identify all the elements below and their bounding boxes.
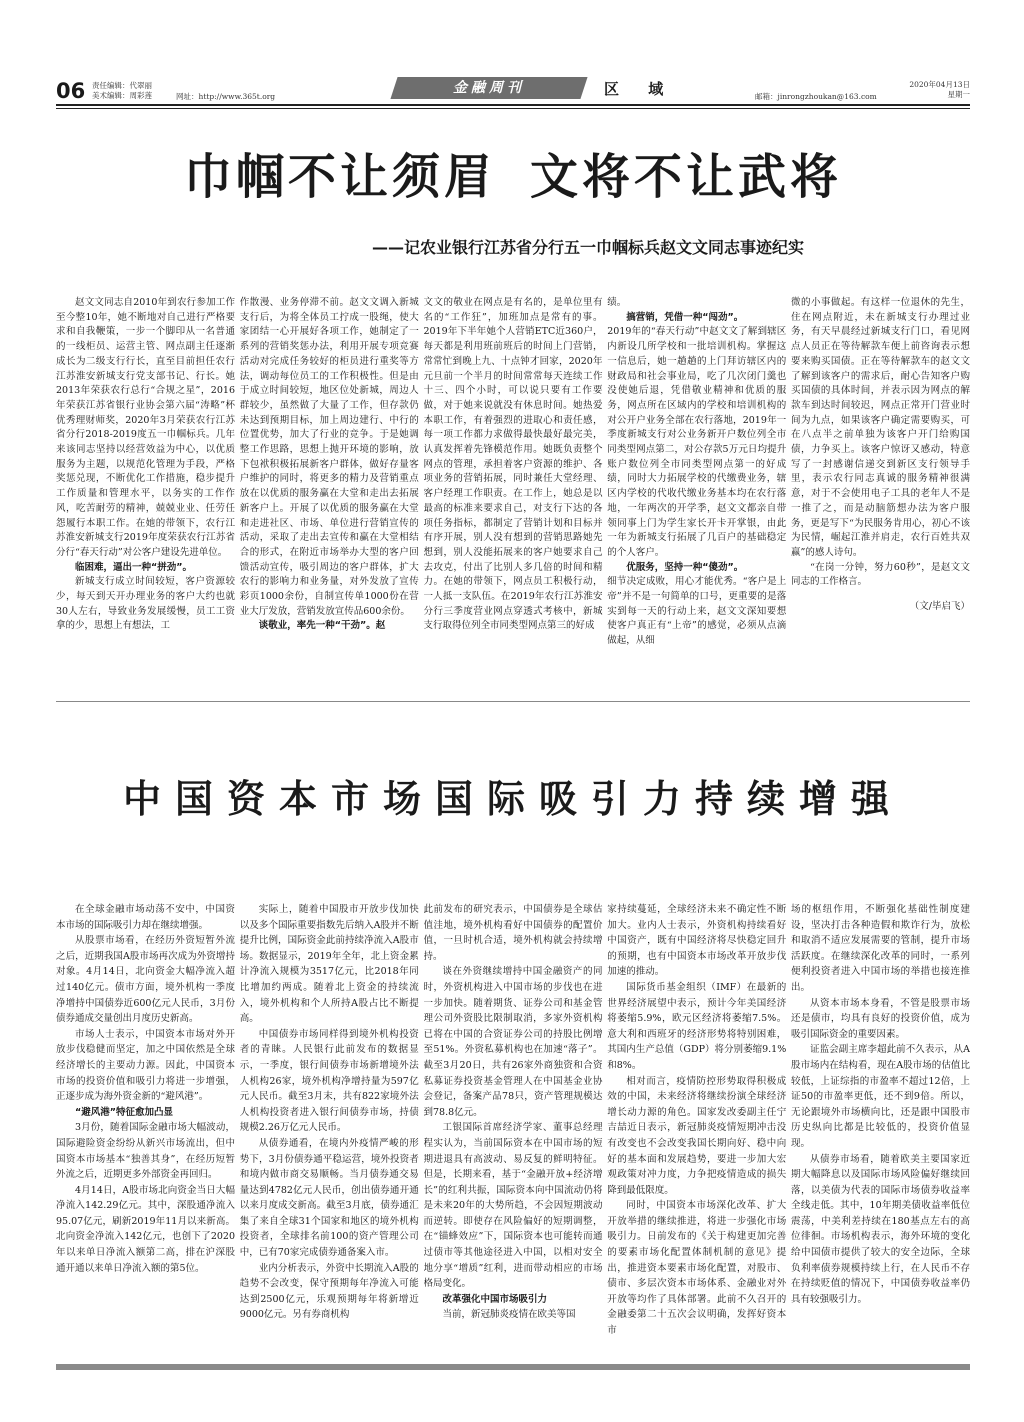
text-column — [607, 296, 786, 692]
email-address[interactable]: 邮箱：jinrongzhoukan@163.com — [755, 92, 877, 101]
headline-part-a: 巾帼不让须眉 — [183, 149, 496, 205]
page-header — [56, 77, 970, 107]
article-divider — [56, 701, 970, 702]
text-column — [791, 902, 970, 1362]
text-column — [424, 296, 603, 692]
paragraph: 当前，新冠肺炎疫情在欧美等国 — [442, 1309, 576, 1321]
section-heading: 搞营销，凭借一种“闯劲”。 — [626, 311, 744, 323]
editor-name: 责任编辑：代翠丽 — [92, 81, 152, 90]
paragraph: 从债券通看，在境内外疫情严峻的形势下，3月份债券通平稳运营，境外投资者和境内做市商交易顺畅。当月债券通交易量达到4782亿元人民币，创出债券通开通以来月度成交新高。截至3月底，债券通汇集了来自全球31个国家和地区的境外机构投资者，全球排名前100的资产管理公司中，已有70家完成债券通备案入市。 — [239, 1137, 419, 1259]
header-rule — [56, 104, 970, 106]
paragraph: 证监会副主席李超此前不久表示，从A股市场内在结构看，现在A股市场的估值比较低，上证综指的市盈率不超过12倍，上证50的市盈率更低，还不到9倍。所以，无论跟境外市场横向比，还是跟中国股市历史纵向比都是比较低的，投资价值显现。 — [791, 1044, 970, 1149]
paragraph: 从股票市场看，在经历外资短暂外流之后，近期我国A股市场再次成为外资增持对象。4月14日，北向资金大幅净流入超过140亿元。债市方面，境外机构一季度净增持中国债券近600亿元人民币，3月份债券通成交量创出月度历史新高。 — [56, 935, 235, 1025]
article1-subtitle: ——记农业银行江苏省分行五一巾帼标兵赵文文同志事迹纪实 — [371, 238, 804, 257]
paragraph: 业内分析表示，外资中长期流入A股的趋势不会改变，保守预期每年净流入可能达到2500亿元，乐观预期每年将新增近9000亿元。另有券商机构 — [239, 1262, 419, 1321]
article1-headline — [56, 147, 970, 207]
section-heading: “避风港”特征愈加凸显 — [75, 1106, 173, 1118]
paragraph: 细节决定成败，用心才能优秀。“客户是上帝”并不是一句简单的口号，更重要的是落实到每一天的行动上来，赵文文深知要想使客户真正有“上帝”的感觉，必须从点滴做起，从细 — [607, 576, 787, 647]
paragraph: 2019年的“春天行动”中赵文文了解到辖区内新设几所学校和一批培训机构。掌握这一信息后，她一趟趟的上门拜访辖区内的财政局和社会事业局，吃了几次闭门羹也没使她后退，凭借敬业精神和优质的服务，网点所在区域内的学校和培训机构的对公开户业务全部在农行落地，2019年一季度新城支行对公业务新开户数位列全市同类型网点第二，对公存款5万元日均提升账户数位列全市同类型网点第一的好成绩，同时大力拓展学校的代缴费业务，辖区内学校的代收代缴业务基本均在农行落地，一年两次的开学季，赵文文都亲自带领同事上门为学生家长开卡开掌银，由此一年为新城支行拓展了几百户的基础稳定的个人客户。 — [607, 326, 787, 558]
newspaper-brand-banner — [390, 77, 587, 99]
paragraph: 微的小事做起。有这样一位退休的先生，住在网点附近，未在新城支行办理过业务，有天早晨经过新城支行门口，看见网点人员正在等待解款车便上前咨询表示想要来购买国债。正在等待解款车的赵文文了解到该客户的需求后，耐心告知客户购买国债的具体时间，并表示因为网点的解款车到达时间较迟，网点正常开门营业时间为九点，如果该客户确定需要购买，可在八点半之前单独为该客户开门给购国债，力争买上。该客户惊讶又感动，特意写了一封感谢信递交到新区支行领导手里，表示农行同志真诚的服务精神很满意，对于不会使用电子工具的老年人不是一推了之，而是动脑筋想办法为客户服务，更是写下“为民服务肯用心，初心不该为民情，崛起江淮并肩走，农行百姓共双赢”的感人诗句。 — [791, 297, 970, 558]
editor-credits — [92, 81, 152, 101]
paragraph: 此前发布的研究表示，中国债券是全球估值洼地，境外机构看好中国债券的配置价值，一旦时机合适，境外机构就会持续增持。 — [423, 904, 603, 962]
footer-bar — [56, 1364, 970, 1370]
section-name: 区 域 — [604, 80, 676, 98]
article2-headline: 中国资本市场国际吸引力持续增强 — [122, 777, 903, 821]
paragraph: 谈在外资继续增持中国金融资产的同时，外资机构进入中国市场的步伐也在进一步加快。随着期货、证券公司和基金管理公司外资股比限制取消，多家外资机构已将在中国的合资证券公司的持股比例增至51%。外资私募机构也在加速“落子”。截至3月20日，共有26家外商独资和合资私募证券投资基金管理人在中国基金业协会登记，备案产品78只，资产管理规模达到78.8亿元。 — [423, 966, 603, 1118]
paragraph: 相对而言，疫情防控形势取得积极成效的中国，未来经济将继续扮演全球经济增长动力源的角色。国家发改委副主任宁吉喆近日表示，新冠肺炎疫情短期冲击没有改变也不会改变我国长期向好、稳中向好的基本面和发展趋势，要进一步加大宏观政策对冲力度，力争把疫情造成的损失降到最低限度。 — [607, 1075, 787, 1196]
text-column — [240, 296, 419, 692]
text-column — [56, 296, 235, 692]
paragraph: 赵文文同志自2010年到农行参加工作至今整10年，她不断地对自己进行严格要求和自我鞭策，一步一个脚印从一名普通的一线柜员、运营主管、网点副主任逐渐成长为二级支行行长，直至目前担任农行江苏淮安新城支行党支部书记、行长。她2013年荣获农行总行“合规之星”，2016年荣获江苏省银行业协会第六届“涛略”杯优秀理财师奖，2020年3月荣获农行江苏省分行2018-2019度五一巾帼标兵。几年来该同志坚持以经营效益为中心，以优质服务为主题，以规范化管理为手段，严格奖惩兑现，不断优化工作措施，稳步提升工作质量和管理水平，以务实的工作作风，吃苦耐劳的精神，兢兢业业、任劳任怨履行本职工作。在她的带领下，农行江苏淮安新城支行2019年度荣获农行江苏省分行“春天行动”对公客户建设先进单位。 — [56, 297, 235, 558]
article2-body — [56, 902, 970, 1362]
weekday-text: 星期一 — [947, 90, 970, 99]
paragraph: 绩。 — [607, 297, 627, 308]
paragraph: 工银国际首席经济学家、董事总经理程实认为，当前国际资本在中国市场的短期进退具有高波动、易反复的鲜明特征。但是，长期来看，基于“金融开放+经济增长”的红利共振，国际资本向中国流动仍将是未来20年的大势所趋，不会因短期波动而逆转。即使存在风险偏好的短期调整，在“锚蜂效应”下，国际资本也可能转而通过债市等其他途径进入中国，以相对安全地分享“增质”红利，进而带动相应的市场格局变化。 — [423, 1122, 603, 1290]
section-heading: 改革强化中国市场吸引力 — [442, 1293, 548, 1305]
header-rule-thin — [56, 108, 970, 109]
paragraph: 家持续蔓延，全球经济未来不确定性不断加大。业内人士表示，外资机构持续看好中国资产，既有中国经济将尽快稳定回升的预期，也有中国资本市场改革开放步伐加速的推动。 — [607, 904, 787, 978]
section-heading: 谈敬业，率先一种“干劲”。赵 — [258, 620, 386, 632]
brand-name: 金融周刊 — [453, 80, 525, 96]
text-column — [424, 902, 603, 1362]
paragraph: 中国债券市场同样得到境外机构投资者的青睐。人民银行此前发布的数据显示，一季度，银行间债券市场新增境外法人机构26家，境外机构净增持量为597亿元人民币。截至3月末，共有822家境外法人机构投资者进入银行间债券市场，持债规模2.26万亿元人民币。 — [239, 1028, 419, 1134]
article1-body — [56, 296, 970, 692]
text-column — [240, 902, 419, 1362]
section-heading: 优服务，坚持一种“傻劲”。 — [626, 561, 744, 573]
headline-part-b: 文将不让武将 — [530, 149, 843, 205]
issue-date — [909, 80, 970, 100]
text-column — [56, 902, 235, 1362]
paragraph: 文文的敬业在网点是有名的，是单位里有名的“工作狂”，加班加点是常有的事。2019年下半年她个人营销ETC近360户，每天都是利用班前班后的时间上门营销，常常忙到晚上九、十点钟才回家，2020年元旦前一个半月的时间常常每天连续工作十三、四个小时，可以说只要有工作要做，对于她来说就没有休息时间。她热爱本职工作，有着强烈的进取心和责任感，每一项工作都力求做得最快最好最完美，认真发挥着先锋模范作用。她既负责整个网点的管理，承担着客户资源的维护、各项业务的营销拓展，同时兼任大堂经理、客户经理工作职责。在工作上，她总是以最高的标准来要求自己，对支行下达的各项任务指标，都制定了营销计划和目标并有序开展，别人没有想到的营销思路她先想到，别人没能拓展来的客户她要求自己去攻克，付出了比别人多几倍的时间和精力。在她的带领下，网点员工积极行动，一人抵一支队伍。在2019年农行江苏淮安分行三季度营业网点穿透式考核中，新城支行取得位列全市同类型网点第三的好成 — [423, 297, 603, 632]
date-text: 2020年04月13日 — [909, 80, 970, 89]
paragraph: 实际上，随着中国股市开放步伐加快以及多个国际重要指数先后纳入A股并不断提升比例，国际资金此前持续净流入A股市场。数据显示，2019年全年，北上资金累计净流入规模为3517亿元，比2018年同比增加约两成。随着北上资金的持续流入，境外机构和个人所持A股占比不断提高。 — [239, 904, 419, 1025]
paragraph: 新城支行成立时间较短，客户资源较少，每天到天开办理业务的客户大约也就30人左右，导致业务发展缓慢，员工工资拿的少，思想上有想法，工 — [56, 576, 235, 632]
paragraph: 3月份，随着国际金融市场大幅波动，国际避险资金纷纷从新兴市场流出，但中国资本市场基本“独善其身”，在经历短暂外流之后，近期更多外部资金再回归。 — [56, 1122, 235, 1181]
paragraph: 场的枢纽作用，不断强化基础性制度建设，坚决打击各种造假和欺诈行为，放松和取消不适应发展需要的管制，提升市场活跃度。在继续深化改革的同时，一系列便利投资者进入中国市场的举措也接连推出。 — [791, 904, 970, 993]
paragraph: 在全球金融市场动荡不安中，中国资本市场的国际吸引力却在继续增强。 — [56, 904, 235, 931]
paragraph: 从债券市场看，随着欧美主要国家近期大幅降息以及国际市场风险偏好继续回落，以美债为代表的国际市场债券收益率全线走低。其中，10年期美债收益率低位震荡，中美利差持续在180基点左右的高位徘徊。市场机构表示，海外环境的变化给中国债市提供了较大的安全边际，全球负利率债券规模持续上行，在人民币不存在持续贬值的情况下，中国债券收益率仍具有较强吸引力。 — [791, 1153, 970, 1305]
text-column — [607, 902, 786, 1362]
text-column — [791, 296, 970, 692]
byline: （文/毕启飞） — [909, 601, 970, 613]
page-number: 06 — [56, 79, 86, 103]
section-heading: 临困难，逼出一种“拼劲”。 — [75, 561, 192, 573]
paragraph: “在岗一分钟，努力60秒”，是赵文文同志的工作格言。 — [791, 561, 970, 588]
paragraph: 国际货币基金组织（IMF）在最新的世界经济展望中表示，预计今年美国经济将萎缩5.9%，欧元区经济将萎缩7.5%。意大利和西班牙的经济形势将特别困难，其国内生产总值（GDP）将分别萎缩9.1%和8%。 — [607, 981, 787, 1071]
paragraph: 同时，中国资本市场深化改革、扩大开放举措的继续推进，将进一步强化市场吸引力。日前发布的《关于构建更加完善的要素市场化配置体制机制的意见》提出，推进资本要素市场化配置，对股市、债市、多层次资本市场体系、金融业对外开放等均作了具体部署。此前不久召开的金融委第二十五次会议明确，发挥好资本市 — [607, 1200, 787, 1337]
paragraph: 从资本市场本身看，不管是股票市场还是债市，均具有良好的投资价值，成为吸引国际资金的重要因素。 — [791, 997, 970, 1040]
paragraph: 4月14日，A股市场北向资金当日大幅净流入142.29亿元。其中，深股通净流入95.07亿元，刷新2019年11月以来新高。北向资金净流入142亿元，也创下了2020年以来单日净流入额第二高，排在沪深股通开通以来单日净流入额的第5位。 — [56, 1184, 235, 1274]
art-editor-name: 美术编辑：周彩莲 — [92, 91, 152, 100]
paragraph: 市场人士表示，中国资本市场对外开放步伐稳健而坚定，加之中国依然是全球经济增长的主要动力源。因此，中国资本市场的投资价值和吸引力将进一步增强，正逐步成为海外资金新的“避风港”。 — [56, 1028, 235, 1103]
paragraph: 作散漫、业务停滞不前。赵文文调入新城支行后，为将全体员工拧成一股绳，使大家团结一心开展好各项工作，她制定了一系列的营销奖惩办法，利用开展专项竞赛活动对完成任务较好的柜员进行重奖等方法，调动每位员工的工作积极性。但是由于成立时间较短，地区位处新城，周边人群较少，虽然做了大量了工作，但存款仍未达到预期目标，加上周边建行、中行的位置优势，加大了行业的竞争。于是她调整工作思路，思想上抛开环境的影响，放下包袱积极拓展新客户群体，做好存量客户维护的同时，将更多的精力及营销重点放在以优质的服务赢在大堂和走出去拓展新客户上。开展了以优质的服务赢在大堂和走进社区、市场、单位进行营销宣传的活动，采取了走出去宣传和赢在大堂相结合的形式，在附近市场举办大型的客户回馈活动宣传，吸引周边的客户群体，扩大农行的影响力和业务量，对外发放了宣传彩页1000余份，自制宣传单1000份在营业大厅发放，营销发放宣传品600余份。 — [239, 297, 419, 617]
website-link[interactable]: 网址：http://www.365t.org — [176, 92, 276, 101]
